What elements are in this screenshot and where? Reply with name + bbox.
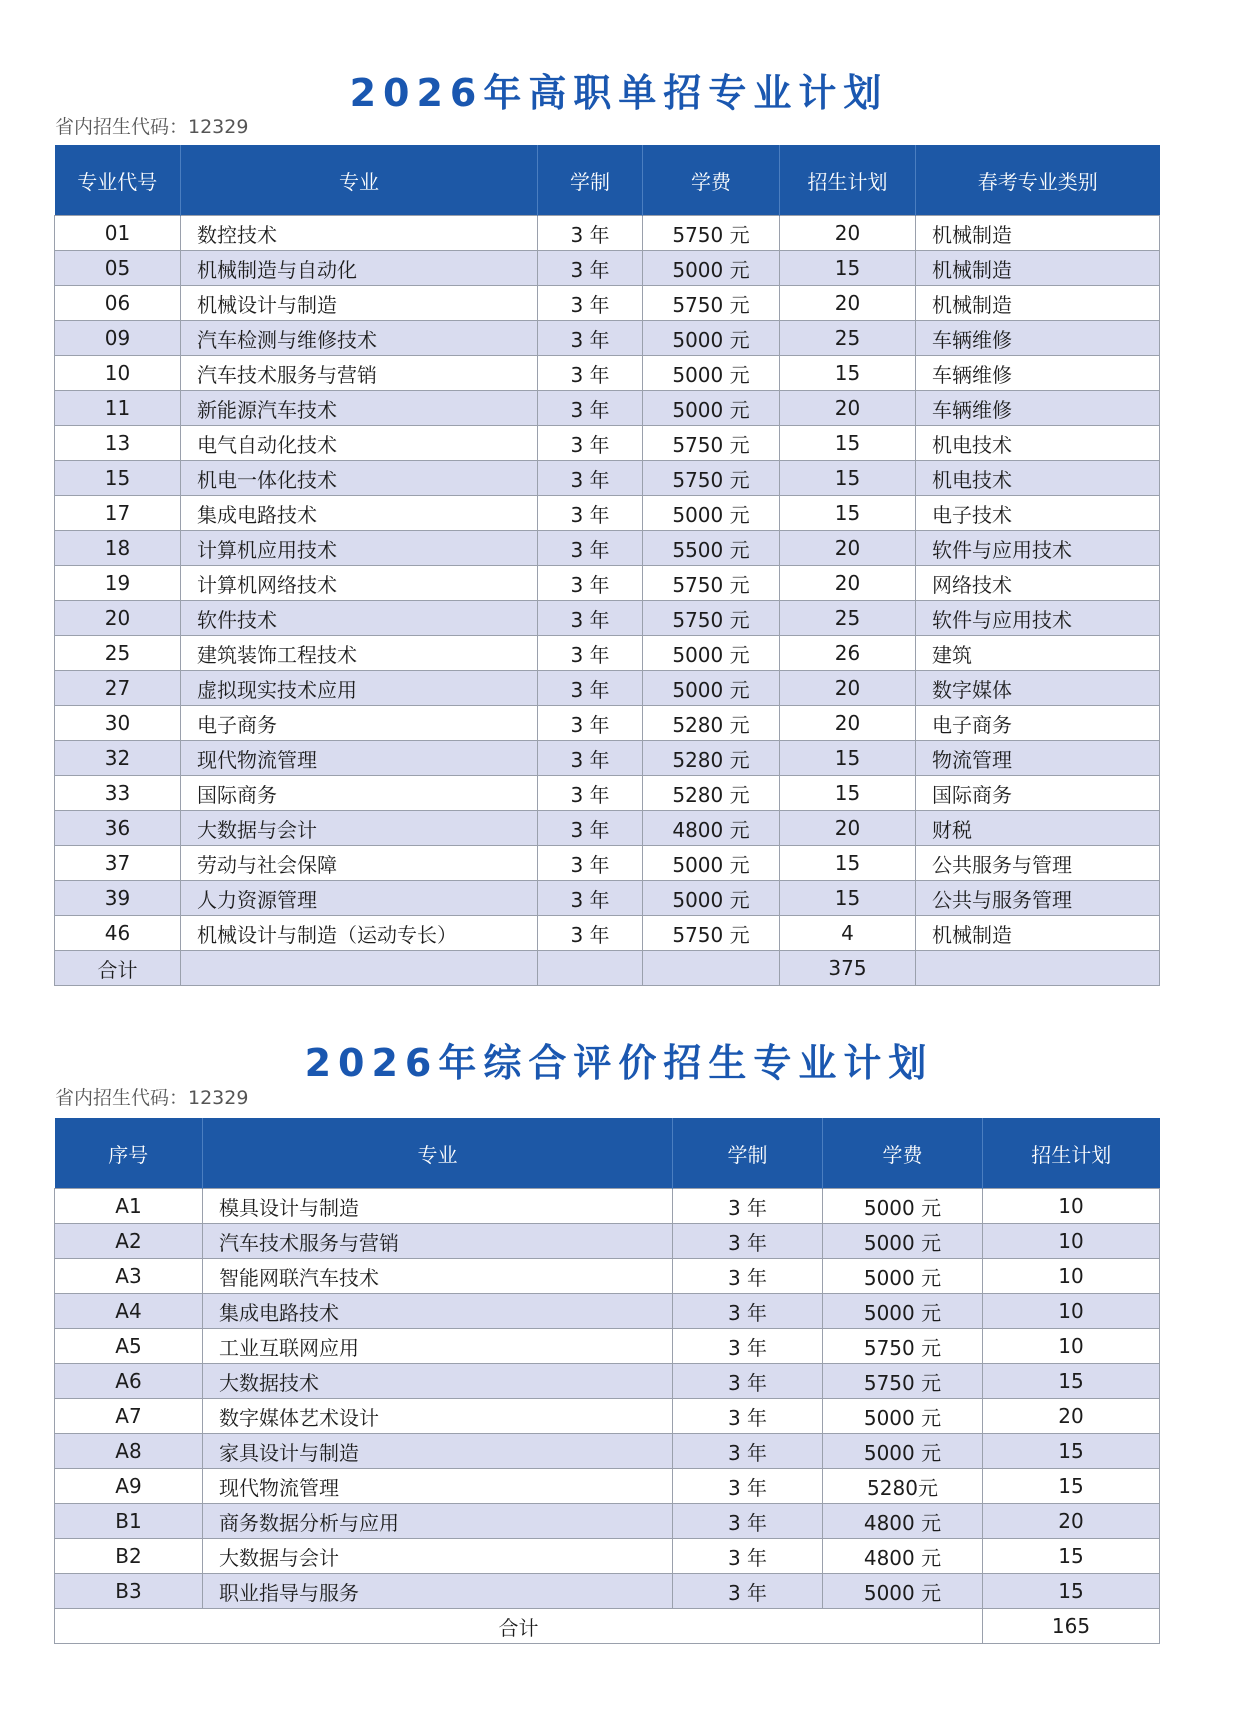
cell-tuition: 5750 元 bbox=[643, 566, 780, 601]
cell-major: 商务数据分析与应用 bbox=[203, 1504, 673, 1539]
cell-duration: 3 年 bbox=[673, 1504, 823, 1539]
cell-duration: 3 年 bbox=[538, 566, 643, 601]
table-row bbox=[55, 356, 1160, 391]
cell-quota: 15 bbox=[983, 1469, 1160, 1504]
cell-duration: 3 年 bbox=[673, 1434, 823, 1469]
total-label: 合计 bbox=[55, 951, 181, 986]
cell-major: 电子商务 bbox=[181, 706, 538, 741]
cell-quota: 20 bbox=[780, 566, 916, 601]
cell-major-code: 01 bbox=[55, 216, 181, 251]
cell-major: 大数据与会计 bbox=[203, 1539, 673, 1574]
total-row bbox=[55, 1609, 1160, 1644]
table-row bbox=[55, 461, 1160, 496]
table-row bbox=[55, 1189, 1160, 1224]
cell-tuition: 4800 元 bbox=[823, 1504, 983, 1539]
cell-tuition: 5000 元 bbox=[643, 636, 780, 671]
cell-major-code: 19 bbox=[55, 566, 181, 601]
header-quota: 招生计划 bbox=[780, 145, 916, 216]
table-row bbox=[55, 251, 1160, 286]
table-row bbox=[55, 671, 1160, 706]
cell-category: 电子商务 bbox=[916, 706, 1160, 741]
cell-tuition: 5000 元 bbox=[643, 251, 780, 286]
cell-major: 工业互联网应用 bbox=[203, 1329, 673, 1364]
cell-quota: 15 bbox=[983, 1574, 1160, 1609]
cell-serial: B3 bbox=[55, 1574, 203, 1609]
page-title-single-enrollment: 2026年高职单招专业计划 bbox=[349, 71, 889, 115]
cell-major: 新能源汽车技术 bbox=[181, 391, 538, 426]
table-row bbox=[55, 1399, 1160, 1434]
page-title-comprehensive-evaluation: 2026年综合评价招生专业计划 bbox=[304, 1041, 934, 1085]
cell-duration: 3 年 bbox=[538, 461, 643, 496]
table-row bbox=[55, 846, 1160, 881]
cell-major-code: 10 bbox=[55, 356, 181, 391]
cell-duration: 3 年 bbox=[538, 601, 643, 636]
cell-quota: 15 bbox=[780, 881, 916, 916]
total-value: 165 bbox=[983, 1609, 1160, 1644]
cell-duration: 3 年 bbox=[673, 1259, 823, 1294]
header-tuition: 学费 bbox=[643, 145, 780, 216]
cell-major: 劳动与社会保障 bbox=[181, 846, 538, 881]
table-row bbox=[55, 916, 1160, 951]
table-row bbox=[55, 706, 1160, 741]
cell-serial: A9 bbox=[55, 1469, 203, 1504]
cell-major-code: 30 bbox=[55, 706, 181, 741]
cell-major: 计算机应用技术 bbox=[181, 531, 538, 566]
cell-major: 软件技术 bbox=[181, 601, 538, 636]
cell-category: 机械制造 bbox=[916, 286, 1160, 321]
cell-quota: 20 bbox=[983, 1504, 1160, 1539]
cell-tuition: 5000 元 bbox=[823, 1399, 983, 1434]
cell-duration: 3 年 bbox=[673, 1364, 823, 1399]
cell-major: 虚拟现实技术应用 bbox=[181, 671, 538, 706]
cell-tuition: 5000 元 bbox=[643, 496, 780, 531]
total-label: 合计 bbox=[55, 1609, 983, 1644]
cell-category: 车辆维修 bbox=[916, 321, 1160, 356]
cell-quota: 15 bbox=[780, 251, 916, 286]
table-header-row bbox=[55, 1118, 1160, 1189]
cell-category: 机电技术 bbox=[916, 426, 1160, 461]
cell-duration: 3 年 bbox=[673, 1469, 823, 1504]
header-duration: 学制 bbox=[673, 1118, 823, 1189]
cell-major-code: 39 bbox=[55, 881, 181, 916]
cell-tuition: 5750 元 bbox=[643, 216, 780, 251]
table-row bbox=[55, 216, 1160, 251]
cell-serial: A2 bbox=[55, 1224, 203, 1259]
cell-tuition: 4800 元 bbox=[643, 811, 780, 846]
table-row bbox=[55, 811, 1160, 846]
cell-major: 机械制造与自动化 bbox=[181, 251, 538, 286]
table-row bbox=[55, 1469, 1160, 1504]
cell-tuition: 5000 元 bbox=[823, 1294, 983, 1329]
comprehensive-evaluation-table bbox=[54, 1118, 1160, 1644]
cell-duration: 3 年 bbox=[673, 1224, 823, 1259]
cell-category: 财税 bbox=[916, 811, 1160, 846]
cell-duration: 3 年 bbox=[538, 706, 643, 741]
cell-quota: 15 bbox=[983, 1434, 1160, 1469]
cell-category: 机械制造 bbox=[916, 251, 1160, 286]
cell-duration: 3 年 bbox=[538, 531, 643, 566]
cell-quota: 15 bbox=[780, 846, 916, 881]
cell-quota: 20 bbox=[780, 671, 916, 706]
cell-major: 汽车技术服务与营销 bbox=[203, 1224, 673, 1259]
cell-major-code: 06 bbox=[55, 286, 181, 321]
cell-tuition: 5750 元 bbox=[643, 426, 780, 461]
cell-duration: 3 年 bbox=[538, 741, 643, 776]
table-row bbox=[55, 1504, 1160, 1539]
cell-quota: 15 bbox=[983, 1539, 1160, 1574]
cell-quota: 25 bbox=[780, 601, 916, 636]
cell-major-code: 13 bbox=[55, 426, 181, 461]
cell-quota: 20 bbox=[780, 706, 916, 741]
cell-tuition: 5000 元 bbox=[823, 1224, 983, 1259]
cell-category: 公共服务与管理 bbox=[916, 846, 1160, 881]
cell-tuition: 5750 元 bbox=[643, 916, 780, 951]
cell-duration: 3 年 bbox=[538, 881, 643, 916]
cell-tuition: 4800 元 bbox=[823, 1539, 983, 1574]
cell-quota: 10 bbox=[983, 1189, 1160, 1224]
cell-major: 人力资源管理 bbox=[181, 881, 538, 916]
cell-tuition: 5000 元 bbox=[643, 671, 780, 706]
cell-quota: 10 bbox=[983, 1329, 1160, 1364]
cell-category: 车辆维修 bbox=[916, 356, 1160, 391]
cell-quota: 20 bbox=[780, 286, 916, 321]
cell-tuition: 5000 元 bbox=[823, 1574, 983, 1609]
cell-duration: 3 年 bbox=[673, 1294, 823, 1329]
cell-major: 数控技术 bbox=[181, 216, 538, 251]
header-major: 专业 bbox=[181, 145, 538, 216]
cell-quota: 15 bbox=[780, 356, 916, 391]
provincial-code-label: 省内招生代码：12329 bbox=[55, 1087, 249, 1109]
cell-quota: 10 bbox=[983, 1294, 1160, 1329]
cell-duration: 3 年 bbox=[538, 426, 643, 461]
cell-serial: A7 bbox=[55, 1399, 203, 1434]
cell-duration: 3 年 bbox=[673, 1329, 823, 1364]
cell-major: 电气自动化技术 bbox=[181, 426, 538, 461]
cell-tuition: 5000 元 bbox=[643, 846, 780, 881]
cell-quota: 10 bbox=[983, 1259, 1160, 1294]
cell-duration: 3 年 bbox=[538, 636, 643, 671]
cell-major: 智能网联汽车技术 bbox=[203, 1259, 673, 1294]
cell-serial: B2 bbox=[55, 1539, 203, 1574]
cell-category: 机械制造 bbox=[916, 216, 1160, 251]
table-row bbox=[55, 636, 1160, 671]
cell-tuition: 5750 元 bbox=[823, 1364, 983, 1399]
cell-major: 汽车技术服务与营销 bbox=[181, 356, 538, 391]
cell-tuition: 5280 元 bbox=[643, 741, 780, 776]
cell-major: 大数据技术 bbox=[203, 1364, 673, 1399]
cell-major: 机械设计与制造 bbox=[181, 286, 538, 321]
total-empty bbox=[643, 951, 780, 986]
header-category: 春考专业类别 bbox=[916, 145, 1160, 216]
cell-serial: A8 bbox=[55, 1434, 203, 1469]
cell-category: 机械制造 bbox=[916, 916, 1160, 951]
table-row bbox=[55, 1329, 1160, 1364]
cell-tuition: 5000 元 bbox=[823, 1189, 983, 1224]
cell-tuition: 5750 元 bbox=[643, 286, 780, 321]
cell-major-code: 20 bbox=[55, 601, 181, 636]
cell-tuition: 5280 元 bbox=[643, 776, 780, 811]
cell-major: 大数据与会计 bbox=[181, 811, 538, 846]
cell-major: 汽车检测与维修技术 bbox=[181, 321, 538, 356]
cell-major-code: 05 bbox=[55, 251, 181, 286]
cell-duration: 3 年 bbox=[538, 811, 643, 846]
cell-major-code: 11 bbox=[55, 391, 181, 426]
cell-major-code: 15 bbox=[55, 461, 181, 496]
cell-category: 公共与服务管理 bbox=[916, 881, 1160, 916]
cell-duration: 3 年 bbox=[538, 391, 643, 426]
header-quota: 招生计划 bbox=[983, 1118, 1160, 1189]
cell-duration: 3 年 bbox=[538, 216, 643, 251]
cell-tuition: 5000 元 bbox=[823, 1259, 983, 1294]
cell-tuition: 5000 元 bbox=[643, 391, 780, 426]
cell-duration: 3 年 bbox=[673, 1189, 823, 1224]
cell-tuition: 5000 元 bbox=[823, 1434, 983, 1469]
table-row bbox=[55, 741, 1160, 776]
table-row bbox=[55, 1364, 1160, 1399]
cell-major: 建筑装饰工程技术 bbox=[181, 636, 538, 671]
total-empty bbox=[181, 951, 538, 986]
header-duration: 学制 bbox=[538, 145, 643, 216]
cell-major: 机电一体化技术 bbox=[181, 461, 538, 496]
cell-category: 车辆维修 bbox=[916, 391, 1160, 426]
cell-quota: 4 bbox=[780, 916, 916, 951]
cell-category: 软件与应用技术 bbox=[916, 601, 1160, 636]
cell-major: 模具设计与制造 bbox=[203, 1189, 673, 1224]
cell-category: 国际商务 bbox=[916, 776, 1160, 811]
table-header-row bbox=[55, 145, 1160, 216]
cell-quota: 15 bbox=[983, 1364, 1160, 1399]
cell-quota: 15 bbox=[780, 461, 916, 496]
cell-major-code: 25 bbox=[55, 636, 181, 671]
cell-major: 数字媒体艺术设计 bbox=[203, 1399, 673, 1434]
header-tuition: 学费 bbox=[823, 1118, 983, 1189]
single-enrollment-table bbox=[54, 145, 1160, 986]
table-row bbox=[55, 391, 1160, 426]
cell-quota: 20 bbox=[780, 811, 916, 846]
cell-major: 职业指导与服务 bbox=[203, 1574, 673, 1609]
cell-duration: 3 年 bbox=[538, 356, 643, 391]
cell-duration: 3 年 bbox=[673, 1574, 823, 1609]
total-row bbox=[55, 951, 1160, 986]
cell-tuition: 5750 元 bbox=[643, 601, 780, 636]
table-row bbox=[55, 1294, 1160, 1329]
cell-tuition: 5000 元 bbox=[643, 321, 780, 356]
total-empty bbox=[916, 951, 1160, 986]
cell-duration: 3 年 bbox=[538, 496, 643, 531]
total-value: 375 bbox=[780, 951, 916, 986]
cell-duration: 3 年 bbox=[538, 846, 643, 881]
cell-major: 集成电路技术 bbox=[181, 496, 538, 531]
table-row bbox=[55, 1224, 1160, 1259]
cell-duration: 3 年 bbox=[538, 671, 643, 706]
cell-category: 建筑 bbox=[916, 636, 1160, 671]
cell-major-code: 46 bbox=[55, 916, 181, 951]
table-row bbox=[55, 1434, 1160, 1469]
cell-quota: 20 bbox=[780, 531, 916, 566]
cell-tuition: 5280 元 bbox=[643, 706, 780, 741]
cell-quota: 20 bbox=[983, 1399, 1160, 1434]
table-row bbox=[55, 881, 1160, 916]
cell-quota: 15 bbox=[780, 741, 916, 776]
cell-quota: 26 bbox=[780, 636, 916, 671]
cell-tuition: 5750 元 bbox=[643, 461, 780, 496]
cell-category: 机电技术 bbox=[916, 461, 1160, 496]
cell-duration: 3 年 bbox=[538, 251, 643, 286]
table-row bbox=[55, 1574, 1160, 1609]
cell-serial: A4 bbox=[55, 1294, 203, 1329]
table-row bbox=[55, 1539, 1160, 1574]
cell-quota: 15 bbox=[780, 426, 916, 461]
cell-major: 国际商务 bbox=[181, 776, 538, 811]
table-row bbox=[55, 531, 1160, 566]
cell-major-code: 17 bbox=[55, 496, 181, 531]
cell-category: 软件与应用技术 bbox=[916, 531, 1160, 566]
cell-major-code: 09 bbox=[55, 321, 181, 356]
cell-major-code: 32 bbox=[55, 741, 181, 776]
header-major-code: 专业代号 bbox=[55, 145, 181, 216]
cell-major: 现代物流管理 bbox=[181, 741, 538, 776]
cell-category: 网络技术 bbox=[916, 566, 1160, 601]
table-row bbox=[55, 1259, 1160, 1294]
table-row bbox=[55, 496, 1160, 531]
cell-major: 机械设计与制造（运动专长） bbox=[181, 916, 538, 951]
table-row bbox=[55, 426, 1160, 461]
cell-serial: A6 bbox=[55, 1364, 203, 1399]
table-row bbox=[55, 566, 1160, 601]
table-row bbox=[55, 776, 1160, 811]
header-major: 专业 bbox=[203, 1118, 673, 1189]
table-row bbox=[55, 321, 1160, 356]
cell-serial: A1 bbox=[55, 1189, 203, 1224]
cell-major-code: 37 bbox=[55, 846, 181, 881]
cell-major: 集成电路技术 bbox=[203, 1294, 673, 1329]
cell-duration: 3 年 bbox=[673, 1399, 823, 1434]
provincial-code-label: 省内招生代码：12329 bbox=[55, 116, 249, 138]
cell-quota: 25 bbox=[780, 321, 916, 356]
cell-tuition: 5280元 bbox=[823, 1469, 983, 1504]
cell-duration: 3 年 bbox=[538, 916, 643, 951]
cell-category: 数字媒体 bbox=[916, 671, 1160, 706]
cell-major: 现代物流管理 bbox=[203, 1469, 673, 1504]
cell-serial: A3 bbox=[55, 1259, 203, 1294]
cell-major-code: 33 bbox=[55, 776, 181, 811]
cell-major-code: 27 bbox=[55, 671, 181, 706]
cell-tuition: 5750 元 bbox=[823, 1329, 983, 1364]
cell-quota: 20 bbox=[780, 391, 916, 426]
header-serial: 序号 bbox=[55, 1118, 203, 1189]
cell-duration: 3 年 bbox=[538, 321, 643, 356]
cell-duration: 3 年 bbox=[538, 286, 643, 321]
cell-tuition: 5500 元 bbox=[643, 531, 780, 566]
cell-quota: 15 bbox=[780, 776, 916, 811]
cell-major: 家具设计与制造 bbox=[203, 1434, 673, 1469]
cell-duration: 3 年 bbox=[673, 1539, 823, 1574]
cell-category: 物流管理 bbox=[916, 741, 1160, 776]
cell-quota: 10 bbox=[983, 1224, 1160, 1259]
cell-tuition: 5000 元 bbox=[643, 881, 780, 916]
cell-tuition: 5000 元 bbox=[643, 356, 780, 391]
cell-major-code: 36 bbox=[55, 811, 181, 846]
cell-major-code: 18 bbox=[55, 531, 181, 566]
total-empty bbox=[538, 951, 643, 986]
table-row bbox=[55, 286, 1160, 321]
cell-quota: 15 bbox=[780, 496, 916, 531]
cell-serial: B1 bbox=[55, 1504, 203, 1539]
cell-serial: A5 bbox=[55, 1329, 203, 1364]
table-row bbox=[55, 601, 1160, 636]
cell-duration: 3 年 bbox=[538, 776, 643, 811]
cell-quota: 20 bbox=[780, 216, 916, 251]
cell-major: 计算机网络技术 bbox=[181, 566, 538, 601]
cell-category: 电子技术 bbox=[916, 496, 1160, 531]
